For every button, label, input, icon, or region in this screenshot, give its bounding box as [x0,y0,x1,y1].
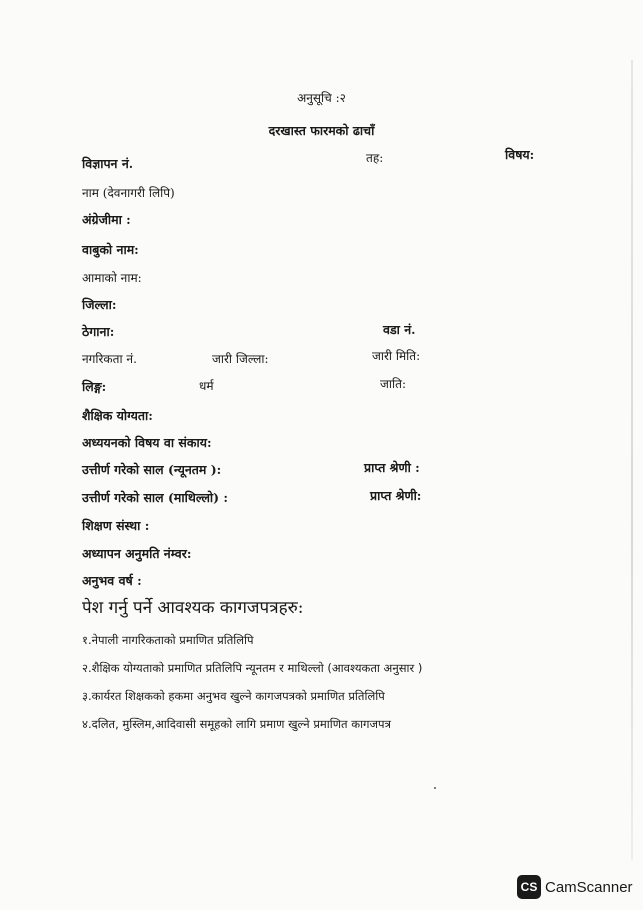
division-higher-label: प्राप्त श्रेणी: [370,488,422,503]
institution-label: शिक्षण संस्था : [82,518,150,533]
gender-label: लिङ्ग: [82,379,107,394]
issued-date-label: जारी मिति: [372,349,421,363]
caste-label: जाति: [380,377,407,391]
father-name-label: वाबुको नाम: [82,242,139,257]
ward-no-label: वडा नं. [383,322,416,337]
camscanner-logo-icon: CS [517,875,541,899]
document-item: ३.कार्यरत शिक्षकको हकमा अनुभव खुल्ने कागजपत्रको प्रमाणित प्रतिलिपि [82,689,385,703]
document-item: २.शैक्षिक योग्यताको प्रमाणित प्रतिलिपि न्यूनतम र माथिल्लो (आवश्यकता अनुसार ) [82,661,423,675]
scan-speck [434,787,436,789]
name-english-label: अंग्रेजीमा : [82,212,131,227]
study-subject-label: अध्ययनको विषय वा संकाय: [82,435,212,450]
district-label: जिल्ला: [82,297,117,312]
page-edge-shadow [631,60,633,860]
citizenship-no-label: नगरिकता नं. [82,352,137,366]
passed-year-higher-label: उत्तीर्ण गरेको साल (माथिल्लो) : [82,490,229,505]
schedule-label: अनुसूचि :२ [297,91,346,105]
issued-district-label: जारी जिल्ला: [212,352,269,366]
level-label: तह: [366,151,384,165]
address-label: ठेगाना: [82,324,115,339]
form-title: दरखास्त फारमको ढाचाँ [268,123,375,138]
document-item: ४.दलित, मुस्लिम,आदिवासी समूहको लागि प्रमाण खुल्ने प्रमाणित कागजपत्र [82,717,391,731]
subject-label: विषय: [505,147,535,162]
name-devanagari-label: नाम (देवनागरी लिपि) [82,186,175,200]
documents-heading: पेश गर्नु पर्ने आवश्यक कागजपत्रहरु: [82,598,304,618]
camscanner-watermark [517,874,633,900]
teaching-license-no-label: अध्यापन अनुमति नंम्वर: [82,546,192,561]
religion-label: धर्म [199,379,214,393]
experience-years-label: अनुभव वर्ष : [82,573,142,588]
passed-year-min-label: उत्तीर्ण गरेको साल (न्यूनतम ): [82,462,222,477]
mother-name-label: आमाको नाम: [82,271,142,285]
advertisement-no-label: विज्ञापन नं. [82,156,134,171]
division-min-label: प्राप्त श्रेणी : [364,460,420,475]
document-item: १.नेपाली नागरिकताको प्रमाणित प्रतिलिपि [82,633,254,647]
camscanner-name: CamScanner [545,878,633,896]
academic-qualification-label: शैक्षिक योग्यता: [82,408,153,423]
